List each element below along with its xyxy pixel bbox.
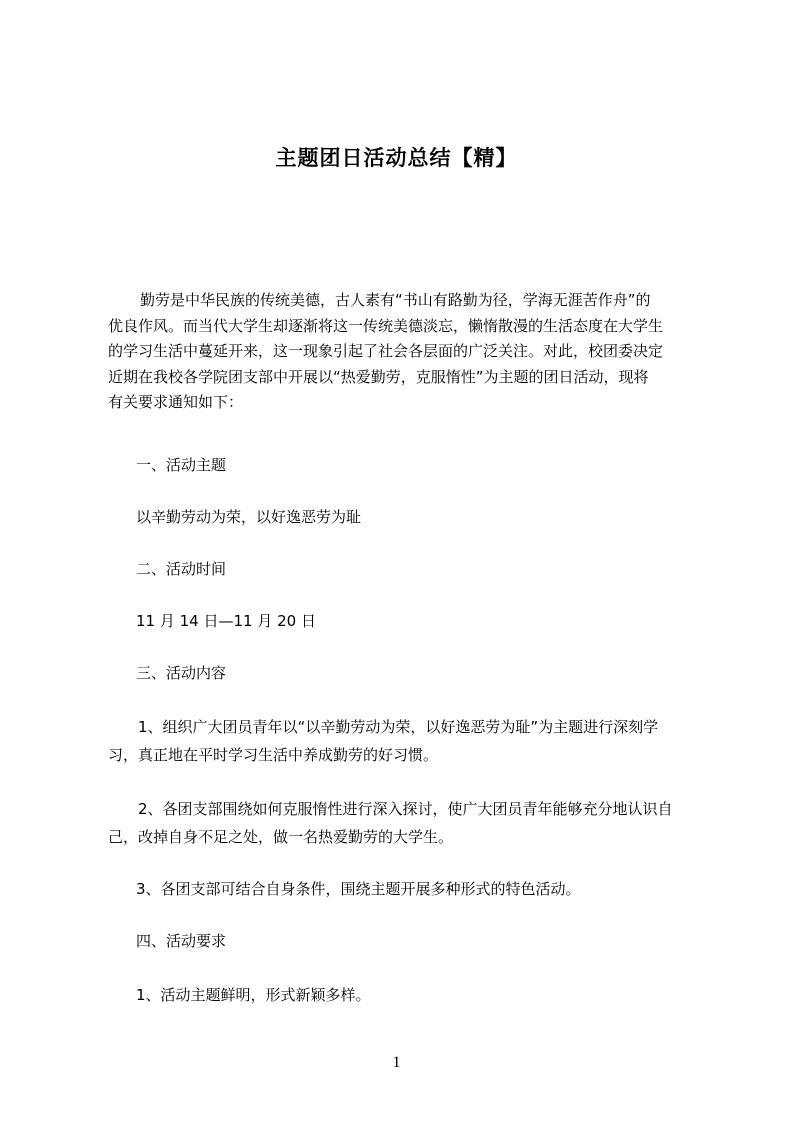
section-heading: 四、活动要求 [136, 932, 227, 950]
intro-paragraph [108, 288, 698, 416]
list-item-line: 2、各团支部围绕如何克服惰性进行深入探讨，使广大团员青年能够充分地认识自 [138, 800, 673, 818]
intro-line: 有关要求通知如下： [108, 393, 244, 411]
list-item [108, 795, 708, 851]
intro-line: 的学习生活中蔓延开来，这一现象引起了社会各层面的广泛关注。对此，校团委决定 [108, 342, 664, 360]
page-number: 1 [392, 1054, 401, 1071]
intro-line: 优良作风。而当代大学生却逐渐将这一传统美德淡忘，懒惰散漫的生活态度在大学生 [108, 316, 664, 335]
list-item-line: 己，改掉自身不足之处，做一名热爱勤劳的大学生。 [108, 828, 454, 846]
section-content: 11 月 14 日—11 月 20 日 [136, 612, 316, 630]
section-heading: 一、活动主题 [136, 456, 227, 474]
section-heading: 三、活动内容 [136, 664, 227, 682]
list-item-line: 1、组织广大团员青年以“以辛勤劳动为荣，以好逸恶劳为耻”为主题进行深刻学 [138, 718, 659, 736]
intro-line: 勤劳是中华民族的传统美德，古人素有“书山有路勤为径，学海无涯苦作舟”的 [140, 291, 651, 309]
section-heading: 二、活动时间 [136, 560, 227, 578]
section-content: 以辛勤劳动为荣，以好逸恶劳为耻 [136, 508, 362, 526]
list-item: 3、各团支部可结合自身条件，围绕主题开展多种形式的特色活动。 [136, 880, 581, 898]
list-item [108, 713, 708, 769]
list-item: 1、活动主题鲜明，形式新颖多样。 [136, 986, 371, 1004]
intro-line: 近期在我校各学院团支部中开展以“热爱勤劳，克服惰性”为主题的团日活动，现将 [108, 367, 649, 386]
list-item-line: 习，真正地在平时学习生活中养成勤劳的好习惯。 [108, 746, 439, 764]
document-title: 主题团日活动总结【精】 [275, 146, 518, 170]
